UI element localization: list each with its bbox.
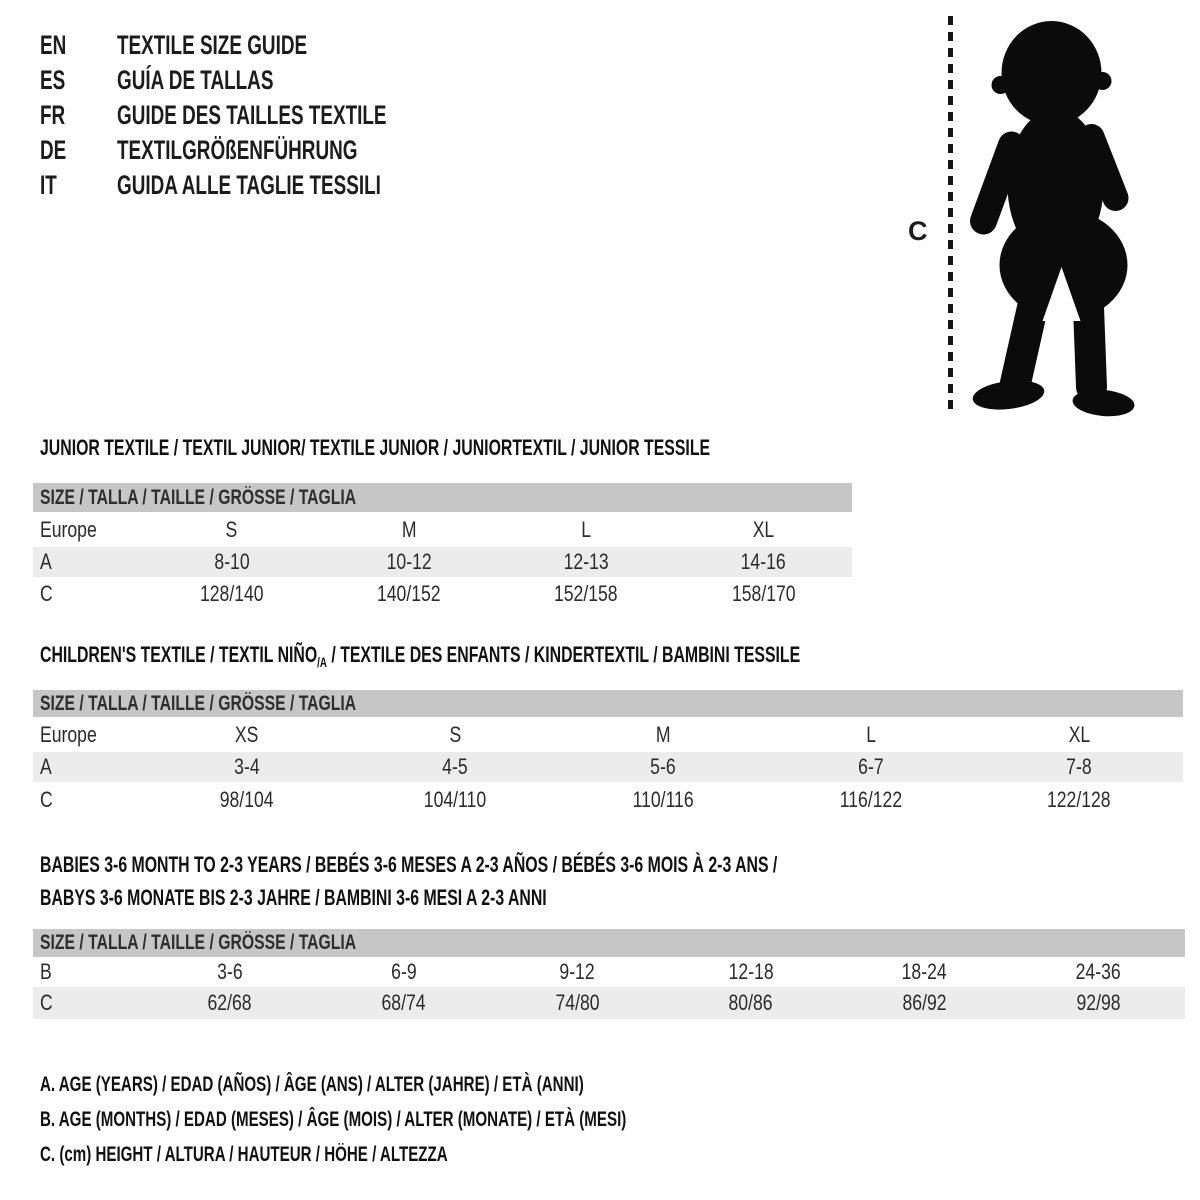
size-value: XL: [752, 516, 775, 542]
months-value: 9-12: [559, 959, 595, 984]
months-value: 18-24: [901, 959, 947, 984]
table-row-europe: [33, 512, 852, 547]
lang-title: GUÍA DE TALLAS: [117, 65, 274, 95]
lang-code: FR: [40, 100, 66, 130]
months-value: 24-36: [1075, 959, 1121, 984]
row-label: Europe: [40, 516, 97, 542]
children-size-table: [33, 690, 1183, 817]
age-value: 4-5: [442, 754, 468, 779]
table-row-height: [33, 987, 1185, 1019]
babies-section-title-line1: BABIES 3-6 MONTH TO 2-3 YEARS / BEBÉS 3-6 MESES A 2-3 AÑOS / BÉBÉS 3-6 MOIS À 2-3 ANS /: [40, 852, 778, 877]
lang-title: TEXTILE SIZE GUIDE: [117, 30, 308, 60]
legend-block: [40, 1073, 854, 1178]
size-header-label: SIZE / TALLA / TAILLE / GRÖSSE / TAGLIA: [40, 485, 357, 509]
size-value: L: [581, 516, 592, 542]
height-value: 74/80: [555, 990, 600, 1015]
size-value: S: [225, 516, 238, 542]
babies-section-title-line2: BABYS 3-6 MONATE BIS 2-3 JAHRE / BAMBINI 3-6 MESI A 2-3 ANNI: [40, 885, 547, 910]
lang-code: EN: [40, 30, 67, 60]
height-value: 86/92: [902, 990, 947, 1015]
legend-line-c: C. (cm) HEIGHT / ALTURA / HAUTEUR / HÖHE / ALTEZZA: [40, 1143, 448, 1166]
age-value: 12-13: [563, 549, 609, 574]
age-value: 3-4: [234, 754, 260, 779]
table-row-height: [33, 577, 852, 611]
table-row-months: [33, 957, 1185, 987]
lang-row-fr: [40, 98, 502, 133]
months-value: 12-18: [728, 959, 774, 984]
legend-line-b: B. AGE (MONTHS) / EDAD (MESES) / ÂGE (MOIS) / ALTER (MONATE) / ETÀ (MESI): [40, 1108, 627, 1131]
height-value: 80/86: [728, 990, 773, 1015]
junior-size-table: [33, 483, 852, 611]
size-value: M: [655, 721, 671, 747]
height-value: 128/140: [199, 581, 264, 606]
table-row-age: [33, 752, 1183, 782]
age-value: 8-10: [213, 549, 250, 574]
age-value: 6-7: [858, 754, 884, 779]
lang-row-en: [40, 28, 502, 63]
legend-line-a: A. AGE (YEARS) / EDAD (AÑOS) / ÂGE (ANS) / ALTER (JAHRE) / ETÀ (ANNI): [40, 1073, 584, 1096]
lang-title: TEXTILGRÖßENFÜHRUNG: [117, 135, 358, 165]
row-label: C: [40, 990, 53, 1015]
height-dashed-line: [948, 16, 953, 416]
table-row-age: [33, 547, 852, 577]
lang-row-it: [40, 168, 502, 203]
row-label: A: [40, 754, 52, 779]
lang-row-es: [40, 63, 502, 98]
row-label: C: [40, 581, 53, 606]
lang-code: ES: [40, 65, 66, 95]
size-header-row: [33, 483, 852, 512]
language-title-block: [40, 28, 502, 203]
size-header-label: SIZE / TALLA / TAILLE / GRÖSSE / TAGLIA: [40, 931, 357, 954]
height-value: 62/68: [207, 990, 252, 1015]
toddler-silhouette: [962, 15, 1140, 420]
months-value: 3-6: [217, 959, 243, 984]
height-marker-label: C: [908, 216, 928, 246]
lang-title: GUIDE DES TAILLES TEXTILE: [117, 100, 387, 130]
height-value: 104/110: [423, 786, 487, 812]
babies-size-table: [33, 929, 1185, 1019]
lang-code: DE: [40, 135, 67, 165]
size-header-row: [33, 690, 1183, 717]
height-value: 92/98: [1076, 990, 1121, 1015]
height-value: 122/128: [1047, 786, 1111, 812]
size-value: L: [866, 721, 876, 747]
row-label: Europe: [40, 721, 97, 747]
size-value: S: [449, 721, 461, 747]
lang-row-de: [40, 133, 502, 168]
height-value: 68/74: [381, 990, 426, 1015]
size-header-label: SIZE / TALLA / TAILLE / GRÖSSE / TAGLIA: [40, 691, 357, 715]
height-value: 110/116: [632, 786, 694, 812]
months-value: 6-9: [390, 959, 417, 984]
table-row-europe: [33, 717, 1183, 752]
age-value: 14-16: [740, 549, 786, 574]
age-value: 7-8: [1066, 754, 1092, 779]
table-row-height: [33, 782, 1183, 817]
nino-a-subscript: /A: [317, 655, 327, 670]
height-value: 152/158: [554, 581, 618, 606]
size-value: M: [401, 516, 417, 542]
height-value: 158/170: [731, 581, 796, 606]
height-value: 98/104: [220, 786, 274, 812]
lang-code: IT: [40, 170, 57, 200]
row-label: B: [40, 959, 52, 984]
row-label: C: [40, 786, 53, 812]
children-section-title: CHILDREN'S TEXTILE / TEXTIL $NIÑO_{/A}$ / TEXTILE DES ENFANTS / KINDERTEXTIL / BAMBINI TESSILE: [40, 642, 801, 670]
height-value: 116/122: [839, 786, 903, 812]
junior-section-title: JUNIOR TEXTILE / TEXTIL JUNIOR/ TEXTILE JUNIOR / JUNIORTEXTIL / JUNIOR TESSILE: [40, 435, 711, 460]
lang-title: GUIDA ALLE TAGLIE TESSILI: [117, 170, 381, 200]
size-value: XS: [235, 721, 259, 747]
row-label: A: [40, 549, 52, 574]
age-value: 5-6: [650, 754, 676, 779]
size-header-row: [33, 929, 1185, 957]
height-value: 140/152: [377, 581, 441, 606]
age-value: 10-12: [386, 549, 432, 574]
size-value: XL: [1068, 721, 1090, 747]
